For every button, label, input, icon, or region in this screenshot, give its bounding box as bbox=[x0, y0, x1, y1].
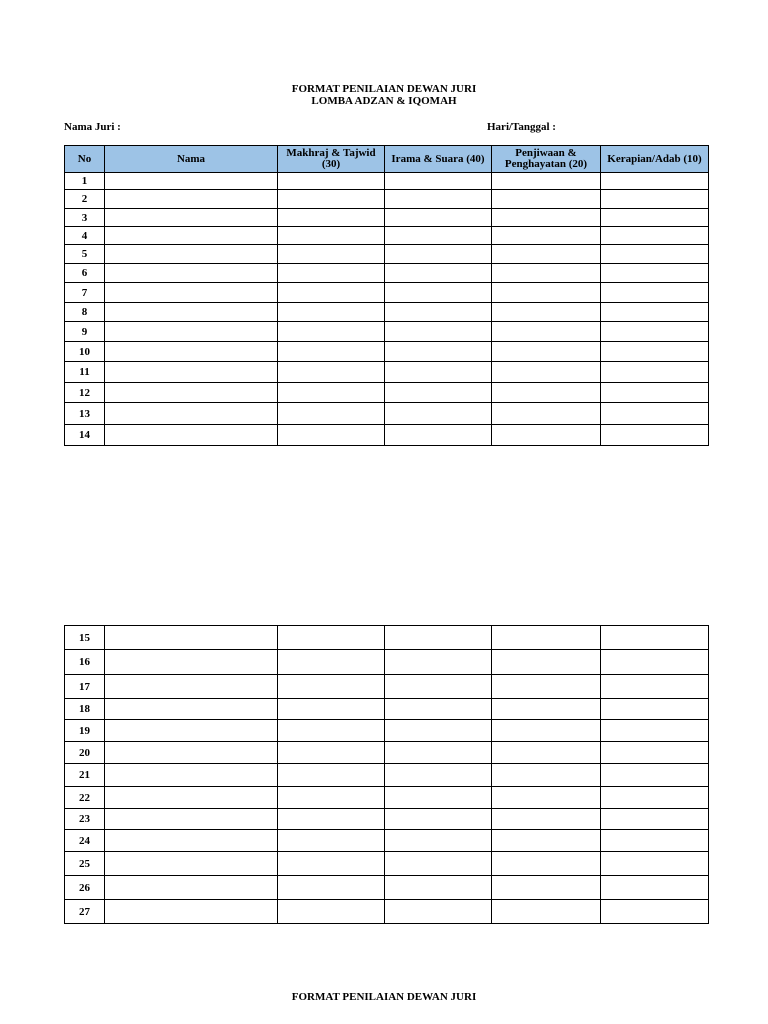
row-number: 22 bbox=[65, 787, 105, 809]
date-label: Hari/Tanggal : bbox=[487, 121, 556, 133]
penjiwaan-score-cell[interactable] bbox=[492, 362, 601, 383]
row-number: 25 bbox=[65, 852, 105, 876]
kerapian-score-cell[interactable] bbox=[601, 900, 709, 924]
irama-score-cell[interactable] bbox=[385, 876, 492, 900]
penjiwaan-score-cell[interactable] bbox=[492, 764, 601, 787]
penjiwaan-score-cell[interactable] bbox=[492, 322, 601, 342]
penjiwaan-score-cell[interactable] bbox=[492, 675, 601, 699]
kerapian-score-cell[interactable] bbox=[601, 809, 709, 830]
table-row bbox=[65, 876, 709, 900]
name-cell[interactable] bbox=[105, 342, 278, 362]
penjiwaan-score-cell[interactable] bbox=[492, 227, 601, 245]
kerapian-score-cell[interactable] bbox=[601, 264, 709, 283]
irama-score-cell[interactable] bbox=[385, 764, 492, 787]
irama-score-cell[interactable] bbox=[385, 209, 492, 227]
irama-score-cell[interactable] bbox=[385, 383, 492, 403]
kerapian-score-cell[interactable] bbox=[601, 650, 709, 675]
irama-score-cell[interactable] bbox=[385, 699, 492, 720]
row-number: 3 bbox=[65, 209, 105, 227]
kerapian-score-cell[interactable] bbox=[601, 322, 709, 342]
row-number: 19 bbox=[65, 720, 105, 742]
table-row bbox=[65, 383, 709, 403]
row-number: 21 bbox=[65, 764, 105, 787]
name-cell[interactable] bbox=[105, 173, 278, 190]
table-row bbox=[65, 830, 709, 852]
table-row bbox=[65, 227, 709, 245]
irama-score-cell[interactable] bbox=[385, 403, 492, 425]
penjiwaan-score-cell[interactable] bbox=[492, 900, 601, 924]
table-row bbox=[65, 675, 709, 699]
name-cell[interactable] bbox=[105, 675, 278, 699]
table-row bbox=[65, 322, 709, 342]
table-row bbox=[65, 173, 709, 190]
kerapian-score-cell[interactable] bbox=[601, 362, 709, 383]
penjiwaan-score-cell[interactable] bbox=[492, 699, 601, 720]
penjiwaan-score-cell[interactable] bbox=[492, 264, 601, 283]
kerapian-score-cell[interactable] bbox=[601, 245, 709, 264]
penjiwaan-score-cell[interactable] bbox=[492, 283, 601, 303]
irama-score-cell[interactable] bbox=[385, 650, 492, 675]
name-cell[interactable] bbox=[105, 876, 278, 900]
kerapian-score-cell[interactable] bbox=[601, 876, 709, 900]
irama-score-cell[interactable] bbox=[385, 173, 492, 190]
penjiwaan-score-cell[interactable] bbox=[492, 876, 601, 900]
kerapian-score-cell[interactable] bbox=[601, 190, 709, 209]
penjiwaan-score-cell[interactable] bbox=[492, 650, 601, 675]
penjiwaan-score-cell[interactable] bbox=[492, 342, 601, 362]
name-cell[interactable] bbox=[105, 322, 278, 342]
makhraj-score-cell[interactable] bbox=[278, 383, 385, 403]
name-cell[interactable] bbox=[105, 362, 278, 383]
irama-score-cell[interactable] bbox=[385, 809, 492, 830]
name-cell[interactable] bbox=[105, 245, 278, 264]
makhraj-score-cell[interactable] bbox=[278, 245, 385, 264]
kerapian-score-cell[interactable] bbox=[601, 383, 709, 403]
kerapian-score-cell[interactable] bbox=[601, 209, 709, 227]
table-row bbox=[65, 342, 709, 362]
irama-score-cell[interactable] bbox=[385, 190, 492, 209]
makhraj-score-cell[interactable] bbox=[278, 342, 385, 362]
penjiwaan-score-cell[interactable] bbox=[492, 809, 601, 830]
name-cell[interactable] bbox=[105, 809, 278, 830]
kerapian-score-cell[interactable] bbox=[601, 403, 709, 425]
row-number: 18 bbox=[65, 699, 105, 720]
row-number: 14 bbox=[65, 425, 105, 446]
column-header-penjiwaan-line2: Penghayatan (20) bbox=[504, 158, 588, 170]
kerapian-score-cell[interactable] bbox=[601, 852, 709, 876]
kerapian-score-cell[interactable] bbox=[601, 699, 709, 720]
makhraj-score-cell[interactable] bbox=[278, 626, 385, 650]
makhraj-score-cell[interactable] bbox=[278, 190, 385, 209]
kerapian-score-cell[interactable] bbox=[601, 227, 709, 245]
table-row bbox=[65, 852, 709, 876]
name-cell[interactable] bbox=[105, 900, 278, 924]
next-page-title: FORMAT PENILAIAN DEWAN JURI bbox=[291, 991, 477, 1003]
kerapian-score-cell[interactable] bbox=[601, 173, 709, 190]
makhraj-score-cell[interactable] bbox=[278, 699, 385, 720]
makhraj-score-cell[interactable] bbox=[278, 764, 385, 787]
table-row bbox=[65, 650, 709, 675]
penjiwaan-score-cell[interactable] bbox=[492, 830, 601, 852]
name-cell[interactable] bbox=[105, 403, 278, 425]
table-row bbox=[65, 787, 709, 809]
makhraj-score-cell[interactable] bbox=[278, 303, 385, 322]
row-number: 6 bbox=[65, 264, 105, 283]
irama-score-cell[interactable] bbox=[385, 830, 492, 852]
table-row bbox=[65, 264, 709, 283]
irama-score-cell[interactable] bbox=[385, 264, 492, 283]
row-number: 2 bbox=[65, 190, 105, 209]
row-number: 17 bbox=[65, 675, 105, 699]
penjiwaan-score-cell[interactable] bbox=[492, 787, 601, 809]
makhraj-score-cell[interactable] bbox=[278, 227, 385, 245]
penjiwaan-score-cell[interactable] bbox=[492, 626, 601, 650]
makhraj-score-cell[interactable] bbox=[278, 852, 385, 876]
makhraj-score-cell[interactable] bbox=[278, 650, 385, 675]
kerapian-score-cell[interactable] bbox=[601, 425, 709, 446]
penjiwaan-score-cell[interactable] bbox=[492, 720, 601, 742]
row-number: 7 bbox=[65, 283, 105, 303]
table-row bbox=[65, 190, 709, 209]
name-cell[interactable] bbox=[105, 852, 278, 876]
name-cell[interactable] bbox=[105, 190, 278, 209]
makhraj-score-cell[interactable] bbox=[278, 403, 385, 425]
row-number: 1 bbox=[65, 173, 105, 190]
penjiwaan-score-cell[interactable] bbox=[492, 403, 601, 425]
penjiwaan-score-cell[interactable] bbox=[492, 209, 601, 227]
table-row bbox=[65, 425, 709, 446]
makhraj-score-cell[interactable] bbox=[278, 264, 385, 283]
makhraj-score-cell[interactable] bbox=[278, 362, 385, 383]
row-number: 9 bbox=[65, 322, 105, 342]
table-row bbox=[65, 209, 709, 227]
row-number: 26 bbox=[65, 876, 105, 900]
form-subtitle: LOMBA ADZAN & IQOMAH bbox=[311, 95, 457, 107]
irama-score-cell[interactable] bbox=[385, 720, 492, 742]
table-row bbox=[65, 809, 709, 830]
name-cell[interactable] bbox=[105, 227, 278, 245]
kerapian-score-cell[interactable] bbox=[601, 303, 709, 322]
penjiwaan-score-cell[interactable] bbox=[492, 852, 601, 876]
table-row bbox=[65, 764, 709, 787]
kerapian-score-cell[interactable] bbox=[601, 720, 709, 742]
name-cell[interactable] bbox=[105, 303, 278, 322]
irama-score-cell[interactable] bbox=[385, 303, 492, 322]
row-number: 4 bbox=[65, 227, 105, 245]
name-cell[interactable] bbox=[105, 830, 278, 852]
irama-score-cell[interactable] bbox=[385, 425, 492, 446]
irama-score-cell[interactable] bbox=[385, 227, 492, 245]
row-number: 16 bbox=[65, 650, 105, 675]
makhraj-score-cell[interactable] bbox=[278, 900, 385, 924]
penjiwaan-score-cell[interactable] bbox=[492, 173, 601, 190]
penjiwaan-score-cell[interactable] bbox=[492, 245, 601, 264]
row-number: 11 bbox=[65, 362, 105, 383]
name-cell[interactable] bbox=[105, 383, 278, 403]
penjiwaan-score-cell[interactable] bbox=[492, 425, 601, 446]
column-header-makhraj-line1: Makhraj & Tajwid bbox=[286, 147, 376, 159]
makhraj-score-cell[interactable] bbox=[278, 787, 385, 809]
kerapian-score-cell[interactable] bbox=[601, 764, 709, 787]
column-header-makhraj bbox=[278, 146, 385, 173]
makhraj-score-cell[interactable] bbox=[278, 809, 385, 830]
makhraj-score-cell[interactable] bbox=[278, 742, 385, 764]
score-table-part1 bbox=[64, 145, 709, 446]
irama-score-cell[interactable] bbox=[385, 342, 492, 362]
name-cell[interactable] bbox=[105, 742, 278, 764]
row-number: 23 bbox=[65, 809, 105, 830]
irama-score-cell[interactable] bbox=[385, 626, 492, 650]
penjiwaan-score-cell[interactable] bbox=[492, 383, 601, 403]
column-header-kerapian: Kerapian/Adab (10) bbox=[601, 146, 709, 173]
kerapian-score-cell[interactable] bbox=[601, 742, 709, 764]
irama-score-cell[interactable] bbox=[385, 852, 492, 876]
header-row bbox=[65, 146, 709, 173]
name-cell[interactable] bbox=[105, 720, 278, 742]
penjiwaan-score-cell[interactable] bbox=[492, 303, 601, 322]
column-header-irama: Irama & Suara (40) bbox=[385, 146, 492, 173]
column-header-penjiwaan-line1: Penjiwaan & bbox=[515, 147, 577, 159]
kerapian-score-cell[interactable] bbox=[601, 626, 709, 650]
row-number: 15 bbox=[65, 626, 105, 650]
kerapian-score-cell[interactable] bbox=[601, 675, 709, 699]
irama-score-cell[interactable] bbox=[385, 900, 492, 924]
makhraj-score-cell[interactable] bbox=[278, 322, 385, 342]
makhraj-score-cell[interactable] bbox=[278, 830, 385, 852]
makhraj-score-cell[interactable] bbox=[278, 876, 385, 900]
row-number: 5 bbox=[65, 245, 105, 264]
kerapian-score-cell[interactable] bbox=[601, 787, 709, 809]
row-number: 8 bbox=[65, 303, 105, 322]
table-row bbox=[65, 742, 709, 764]
makhraj-score-cell[interactable] bbox=[278, 425, 385, 446]
row-number: 20 bbox=[65, 742, 105, 764]
name-cell[interactable] bbox=[105, 283, 278, 303]
row-number: 24 bbox=[65, 830, 105, 852]
makhraj-score-cell[interactable] bbox=[278, 173, 385, 190]
row-number: 27 bbox=[65, 900, 105, 924]
kerapian-score-cell[interactable] bbox=[601, 830, 709, 852]
penjiwaan-score-cell[interactable] bbox=[492, 190, 601, 209]
form-title: FORMAT PENILAIAN DEWAN JURI bbox=[291, 83, 477, 95]
table-row bbox=[65, 699, 709, 720]
kerapian-score-cell[interactable] bbox=[601, 342, 709, 362]
irama-score-cell[interactable] bbox=[385, 245, 492, 264]
irama-score-cell[interactable] bbox=[385, 322, 492, 342]
score-table-part2 bbox=[64, 625, 709, 924]
makhraj-score-cell[interactable] bbox=[278, 283, 385, 303]
judge-name-label: Nama Juri : bbox=[64, 121, 121, 133]
irama-score-cell[interactable] bbox=[385, 787, 492, 809]
name-cell[interactable] bbox=[105, 650, 278, 675]
makhraj-score-cell[interactable] bbox=[278, 720, 385, 742]
column-header-makhraj-line2: (30) bbox=[321, 158, 341, 170]
irama-score-cell[interactable] bbox=[385, 675, 492, 699]
table-row bbox=[65, 245, 709, 264]
name-cell[interactable] bbox=[105, 425, 278, 446]
name-cell[interactable] bbox=[105, 699, 278, 720]
makhraj-score-cell[interactable] bbox=[278, 675, 385, 699]
penjiwaan-score-cell[interactable] bbox=[492, 742, 601, 764]
column-header-no: No bbox=[65, 146, 105, 173]
irama-score-cell[interactable] bbox=[385, 283, 492, 303]
makhraj-score-cell[interactable] bbox=[278, 209, 385, 227]
column-header-penjiwaan bbox=[492, 146, 601, 173]
table-row bbox=[65, 362, 709, 383]
name-cell[interactable] bbox=[105, 209, 278, 227]
row-number: 10 bbox=[65, 342, 105, 362]
table-row bbox=[65, 283, 709, 303]
name-cell[interactable] bbox=[105, 264, 278, 283]
row-number: 13 bbox=[65, 403, 105, 425]
name-cell[interactable] bbox=[105, 764, 278, 787]
column-header-nama: Nama bbox=[105, 146, 278, 173]
irama-score-cell[interactable] bbox=[385, 742, 492, 764]
row-number: 12 bbox=[65, 383, 105, 403]
table-row bbox=[65, 303, 709, 322]
table-row bbox=[65, 403, 709, 425]
name-cell[interactable] bbox=[105, 626, 278, 650]
name-cell[interactable] bbox=[105, 787, 278, 809]
kerapian-score-cell[interactable] bbox=[601, 283, 709, 303]
table-row bbox=[65, 900, 709, 924]
table-row bbox=[65, 626, 709, 650]
irama-score-cell[interactable] bbox=[385, 362, 492, 383]
table-row bbox=[65, 720, 709, 742]
